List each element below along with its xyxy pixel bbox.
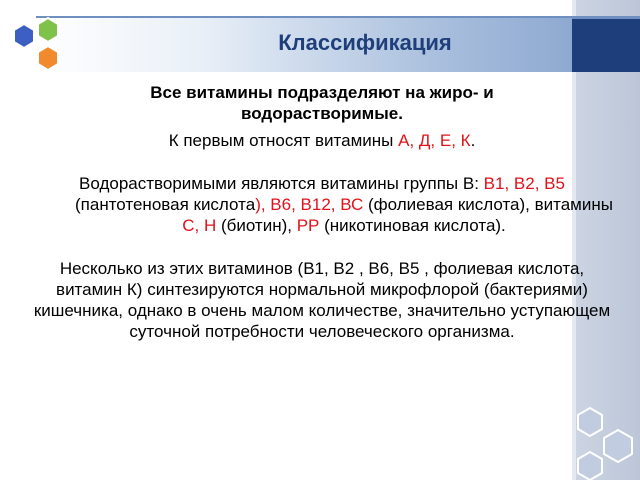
hexagon-orange-icon — [38, 46, 58, 70]
fat-soluble-vitamins: А, Д, Е, К — [398, 131, 471, 150]
slide-title: Классификация — [278, 30, 452, 55]
title-bar-dark-block — [572, 19, 640, 72]
slide-body — [28, 82, 616, 342]
hexagon-green-icon — [38, 18, 58, 42]
hexagon-logo-icon — [2, 8, 74, 80]
fat-soluble-line: К первым относят витамины А, Д, Е, К. — [168, 131, 476, 150]
hexagon-blue-icon — [14, 24, 34, 48]
water-soluble-paragraph: Водорастворимыми являются витамины группы В: B1, B2, B5 (пантотеновая кислота), B6, B12, ВС (фолиевая кислота), витамины С, Н (биотин), РР (никотиновая кислота). — [75, 174, 613, 235]
intro-paragraph: Все витамины подразделяют на жиро- и водорастворимые. — [150, 83, 494, 123]
hexagon-decoration-icon — [574, 400, 640, 480]
intro-bold-text: Все витамины подразделяют на жиро- и водорастворимые — [150, 83, 494, 123]
synthesis-paragraph: Несколько из этих витаминов (B1, B2 , B6, B5 , фолиевая кислота, витамин К) синтезируются нормальной микрофлорой (бактериями) кишечника, однако в очень малом количестве, значительно уступающем суточной потребности человеческого организма. — [33, 259, 611, 341]
